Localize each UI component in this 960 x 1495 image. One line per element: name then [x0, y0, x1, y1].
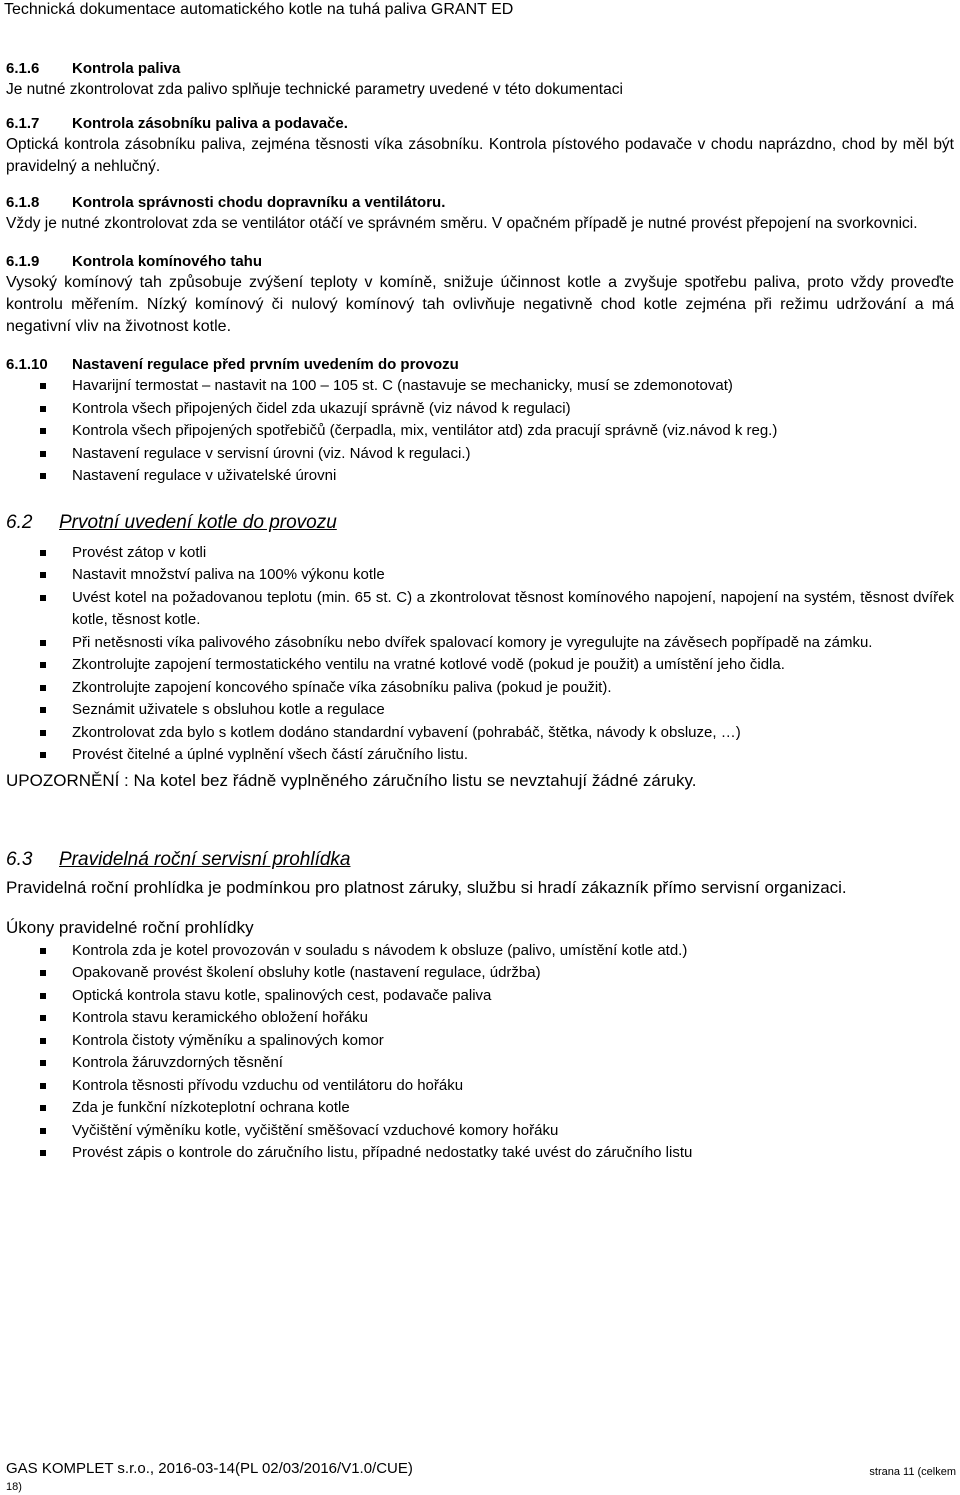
section-6-1-7	[6, 113, 954, 178]
list-item: Nastavení regulace v uživatelské úrovni	[6, 465, 954, 488]
list-item: Zkontrolujte zapojení koncového spínače víka zásobníku paliva (pokud je použit).	[6, 677, 954, 700]
footer-company: GAS KOMPLET s.r.o., 2016-03-14(PL 02/03/2016/V1.0/CUE)	[6, 1460, 413, 1477]
section-6-1-9	[6, 251, 954, 338]
list-item: Havarijní termostat – nastavit na 100 – 105 st. C (nastavuje se mechanicky, musí se zdemonotovat)	[6, 375, 954, 398]
document-title: Technická dokumentace automatického kotle na tuhá paliva GRANT ED	[4, 1, 514, 18]
section-number: 6.1.7	[6, 115, 40, 132]
startup-list	[6, 542, 954, 767]
list-item: Zda je funkční nízkoteplotní ochrana kotle	[6, 1097, 954, 1120]
document-header	[0, 0, 960, 22]
section-heading	[6, 354, 954, 375]
section-title: Kontrola zásobníku paliva a podavače.	[72, 115, 348, 132]
section-number: 6.1.8	[6, 194, 40, 211]
list-item: Zkontrolujte zapojení termostatického ventilu na vratné kotlové vodě (pokud je použit) a umístění jeho čidla.	[6, 654, 954, 677]
list-item: Zkontrolovat zda bylo s kotlem dodáno standardní vybavení (pohrabáč, štětka, návody k obsluze, …)	[6, 722, 954, 745]
section-title: Kontrola paliva	[72, 60, 181, 77]
list-item: Při netěsnosti víka palivového zásobníku nebo dvířek spalovací komory je vyregulujte na závěsech popřípadě na zámku.	[6, 632, 954, 655]
section-text: Optická kontrola zásobníku paliva, zejména těsnosti víka zásobníku. Kontrola pístového podavače v chodu naprázdno, chod by měl být pravidelný a nehlučný.	[6, 136, 954, 175]
list-item: Kontrola čistoty výměníku a spalinových komor	[6, 1030, 954, 1053]
list-item: Kontrola žáruvzdorných těsnění	[6, 1052, 954, 1075]
list-item: Nastavení regulace v servisní úrovni (viz. Návod k regulaci.)	[6, 443, 954, 466]
page-content	[6, 58, 954, 1165]
section-heading	[6, 192, 954, 213]
list-item: Provést zátop v kotli	[6, 542, 954, 565]
section-text: Pravidelná roční prohlídka je podmínkou pro platnost záruky, službu si hradí zákazník přímo servisní organizaci.	[6, 877, 847, 897]
section-text: Vždy je nutné zkontrolovat zda se ventilátor otáčí ve správném směru. V opačném případě je nutné provést přepojení na svorkovnici.	[6, 215, 918, 232]
section-text: Je nutné zkontrolovat zda palivo splňuje technické parametry uvedené v této dokumentaci	[6, 81, 623, 98]
list-item: Uvést kotel na požadovanou teplotu (min. 65 st. C) a zkontrolovat těsnost komínového napojení, napojení na systém, těsnost dvířek kotle, těsnost kotle.	[6, 587, 954, 632]
footer-page-number: strana 11 (celkem	[869, 1466, 956, 1478]
section-subtitle: Úkony pravidelné roční prohlídky	[6, 917, 254, 937]
list-item: Kontrola všech připojených spotřebičů (čerpadla, mix, ventilátor atd) zda pracují správně (viz.návod k reg.)	[6, 420, 954, 443]
settings-list	[6, 375, 954, 488]
list-item: Kontrola zda je kotel provozován v souladu s návodem k obsluze (palivo, umístění kotle atd.)	[6, 940, 954, 963]
chapter-heading	[6, 847, 954, 873]
list-item: Kontrola všech připojených čidel zda ukazují správně (viz návod k regulaci)	[6, 398, 954, 421]
list-item: Provést zápis o kontrole do záručního listu, případné nedostatky také uvést do záručního listu	[6, 1142, 954, 1165]
chapter-title: Pravidelná roční servisní prohlídka	[59, 848, 351, 870]
list-item: Nastavit množství paliva na 100% výkonu kotle	[6, 564, 954, 587]
list-item: Kontrola těsnosti přívodu vzduchu od ventilátoru do hořáku	[6, 1075, 954, 1098]
chapter-number: 6.2	[6, 511, 33, 533]
list-item: Kontrola stavu keramického obložení hořáku	[6, 1007, 954, 1030]
section-heading	[6, 58, 954, 79]
section-number: 6.1.9	[6, 253, 40, 270]
list-item: Opakovaně provést školení obsluhy kotle (nastavení regulace, údržba)	[6, 962, 954, 985]
list-item: Vyčištění výměníku kotle, vyčištění směšovací vzduchové komory hořáku	[6, 1120, 954, 1143]
section-6-1-10	[6, 354, 954, 488]
section-6-1-6	[6, 58, 954, 101]
footer-page-total: 18)	[6, 1481, 22, 1493]
chapter-heading	[6, 510, 954, 536]
section-6-3	[6, 847, 954, 1165]
section-text: Vysoký komínový tah způsobuje zvýšení teploty v komíně, snižuje účinnost kotle a zvyšuje spotřebu paliva, proto vždy proveďte kontrolu měřením. Nízký komínový či nulový komínový tah ovlivňuje negativně chod kotle zejména při režimu udržování a má negativní vliv na životnost kotle.	[6, 274, 954, 335]
chapter-title: Prvotní uvedení kotle do provozu	[59, 511, 337, 533]
inspection-list	[6, 940, 954, 1165]
list-item: Provést čitelné a úplné vyplnění všech částí záručního listu.	[6, 744, 954, 767]
section-6-1-8	[6, 192, 954, 235]
section-number: 6.1.10	[6, 356, 48, 373]
section-title: Nastavení regulace před prvním uvedením do provozu	[72, 356, 459, 373]
list-item: Optická kontrola stavu kotle, spalinových cest, podavače paliva	[6, 985, 954, 1008]
section-title: Kontrola komínového tahu	[72, 253, 263, 270]
section-heading	[6, 113, 954, 134]
list-item: Seznámit uživatele s obsluhou kotle a regulace	[6, 699, 954, 722]
section-number: 6.1.6	[6, 60, 40, 77]
warning-text: UPOZORNĚNÍ : Na kotel bez řádně vyplněného záručního listu se nevztahují žádné záruky.	[6, 770, 697, 790]
section-6-2	[6, 510, 954, 793]
section-title: Kontrola správnosti chodu dopravníku a ventilátoru.	[72, 194, 446, 211]
section-heading	[6, 251, 954, 272]
chapter-number: 6.3	[6, 848, 33, 870]
